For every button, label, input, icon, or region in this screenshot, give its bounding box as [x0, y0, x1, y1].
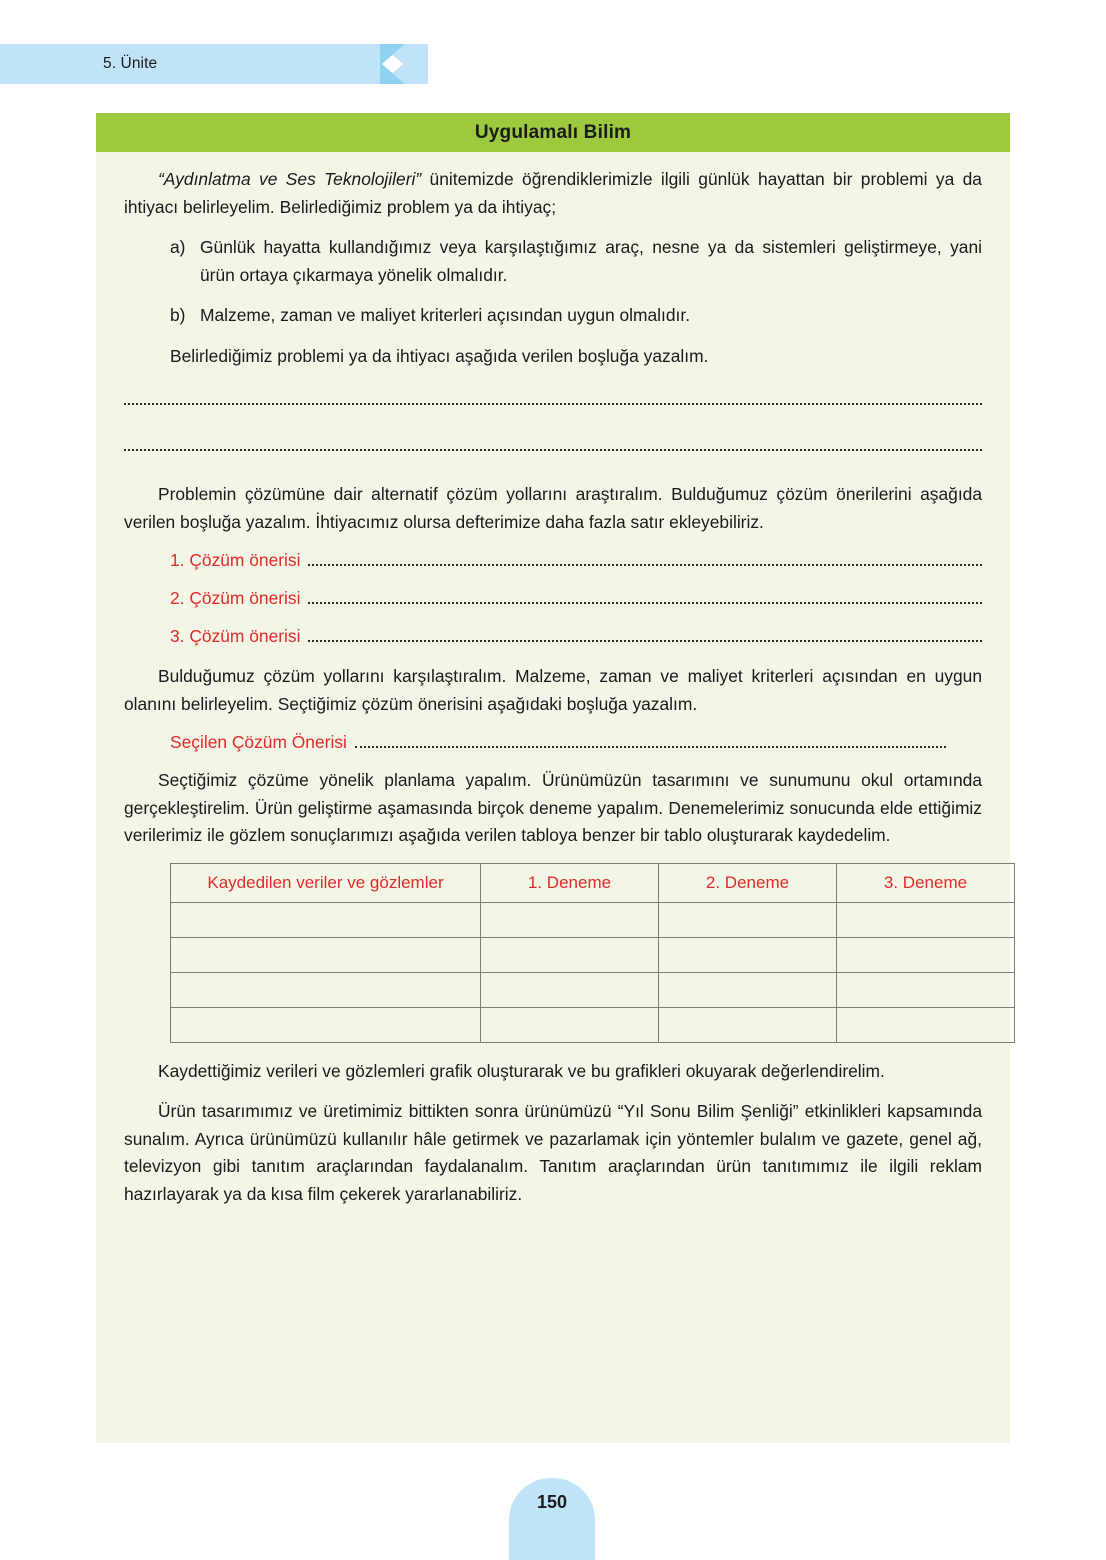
intro-rest-text: ünitemizde öğrendiklerimizle ilgili günlük hayattan bir problemi ya da ihtiyacı belirleyelim. Belirlediğimiz problem ya da ihtiyaç;	[124, 169, 982, 217]
solution-leader-3[interactable]	[308, 640, 982, 642]
table-header-row	[171, 863, 1015, 902]
criteria-item-b	[124, 302, 982, 330]
table-cell[interactable]	[481, 972, 659, 1007]
table-cell[interactable]	[837, 902, 1015, 937]
criteria-marker-a: a)	[170, 237, 186, 257]
table-cell[interactable]	[171, 902, 481, 937]
solution-row-3[interactable]	[124, 625, 982, 647]
table-cell[interactable]	[837, 937, 1015, 972]
solution-label-2: 2. Çözüm önerisi	[170, 588, 301, 608]
observations-table-head	[171, 863, 1015, 902]
table-cell[interactable]	[171, 972, 481, 1007]
problem-blank-line-1[interactable]	[124, 403, 982, 405]
selected-solution-row[interactable]	[124, 731, 982, 753]
table-cell[interactable]	[481, 937, 659, 972]
body-area	[96, 152, 1010, 1208]
table-row	[171, 937, 1015, 972]
solution-row-1[interactable]	[124, 549, 982, 571]
solution-leader-1[interactable]	[308, 564, 982, 566]
solution-label-3: 3. Çözüm önerisi	[170, 626, 301, 646]
criteria-marker-b: b)	[170, 305, 186, 325]
solution-label-1: 1. Çözüm önerisi	[170, 550, 301, 570]
alternatives-paragraph: Problemin çözümüne dair alternatif çözüm yollarını araştıralım. Bulduğumuz çözüm önerilerini aşağıda verilen boşluğa yazalım. İhtiyacımız olursa defterimize daha fazla satır ekleyebiliriz.	[124, 484, 982, 532]
table-cell[interactable]	[171, 937, 481, 972]
observations-table-body	[171, 902, 1015, 1042]
table-cell[interactable]	[481, 1007, 659, 1042]
selected-solution-label: Seçilen Çözüm Önerisi	[170, 732, 347, 752]
planning-paragraph: Seçtiğimiz çözüme yönelik planlama yapalım. Ürünümüzün tasarımını ve sunumunu okul ortamında gerçekleştirelim. Ürün geliştirme aşamasında birçok deneme yapalım. Denemelerimiz sonucunda elde ettiğimiz verilerimiz ile gözlem sonuçlarımızı aşağıda verilen tabloya benzer bir tablo oluşturarak kaydedelim.	[124, 770, 982, 845]
table-header-trial-1: 1. Deneme	[481, 863, 659, 902]
criteria-text-a: Günlük hayatta kullandığımız veya karşılaştığımız araç, nesne ya da sistemleri geliştirmeye, yani ürün ortaya çıkarmaya yönelik olmalıdır.	[200, 237, 982, 285]
table-cell[interactable]	[659, 902, 837, 937]
solution-leader-2[interactable]	[308, 602, 982, 604]
selected-solution-leader[interactable]	[355, 746, 946, 748]
graph-paragraph: Kaydettiğimiz verileri ve gözlemleri grafik oluşturarak ve bu grafikleri okuyarak değerlendirelim.	[158, 1060, 885, 1081]
table-cell[interactable]	[481, 902, 659, 937]
section-title: Uygulamalı Bilim	[474, 121, 632, 143]
solution-row-2[interactable]	[124, 587, 982, 609]
table-header-observations: Kaydedilen veriler ve gözlemler	[171, 863, 481, 902]
criteria-item-a	[124, 234, 982, 289]
intro-quoted-title: “Aydınlatma ve Ses Teknolojileri”	[158, 169, 422, 189]
solution-proposal-group	[124, 549, 982, 647]
unit-header-band	[0, 44, 380, 84]
unit-label: 5. Ünite	[103, 55, 158, 72]
problem-blank-line-2[interactable]	[124, 449, 982, 451]
table-cell[interactable]	[837, 1007, 1015, 1042]
section-title-banner	[96, 113, 1010, 152]
table-header-trial-3: 3. Deneme	[837, 863, 1015, 902]
content-panel	[96, 113, 1010, 1443]
table-cell[interactable]	[837, 972, 1015, 1007]
table-cell[interactable]	[659, 937, 837, 972]
table-row	[171, 972, 1015, 1007]
compare-paragraph: Bulduğumuz çözüm yollarını karşılaştıralım. Malzeme, zaman ve maliyet kriterleri açısından en uygun olanını belirleyelim. Seçtiğimiz çözüm önerisini aşağıdaki boşluğa yazalım.	[124, 666, 982, 714]
table-row	[171, 1007, 1015, 1042]
page-number-tab	[509, 1478, 595, 1560]
table-row	[171, 902, 1015, 937]
promotion-paragraph: Ürün tasarımımız ve üretimimiz bittikten sonra ürünümüzü “Yıl Sonu Bilim Şenliği” etkinlikleri kapsamında sunalım. Ayrıca ürünümüzü kullanılır hâle getirmek ve pazarlamak için yöntemler bulalım ve gazete, genel ağ, televizyon gibi tanıtım araçlarından faydalanalım. Tanıtım araçlarından ürün tanıtımımız ile ilgili reklam hazırlayarak ya da kısa film çekerek yararlanabiliriz.	[124, 1101, 982, 1204]
table-cell[interactable]	[659, 972, 837, 1007]
page-number: 150	[536, 1492, 568, 1512]
table-cell[interactable]	[659, 1007, 837, 1042]
observations-table	[170, 863, 1015, 1043]
criteria-text-b: Malzeme, zaman ve maliyet kriterleri açısından uygun olmalıdır.	[200, 305, 691, 325]
write-problem-prompt: Belirlediğimiz problemi ya da ihtiyacı aşağıda verilen boşluğa yazalım.	[170, 345, 709, 366]
table-cell[interactable]	[171, 1007, 481, 1042]
table-header-trial-2: 2. Deneme	[659, 863, 837, 902]
intro-paragraph	[124, 166, 982, 221]
